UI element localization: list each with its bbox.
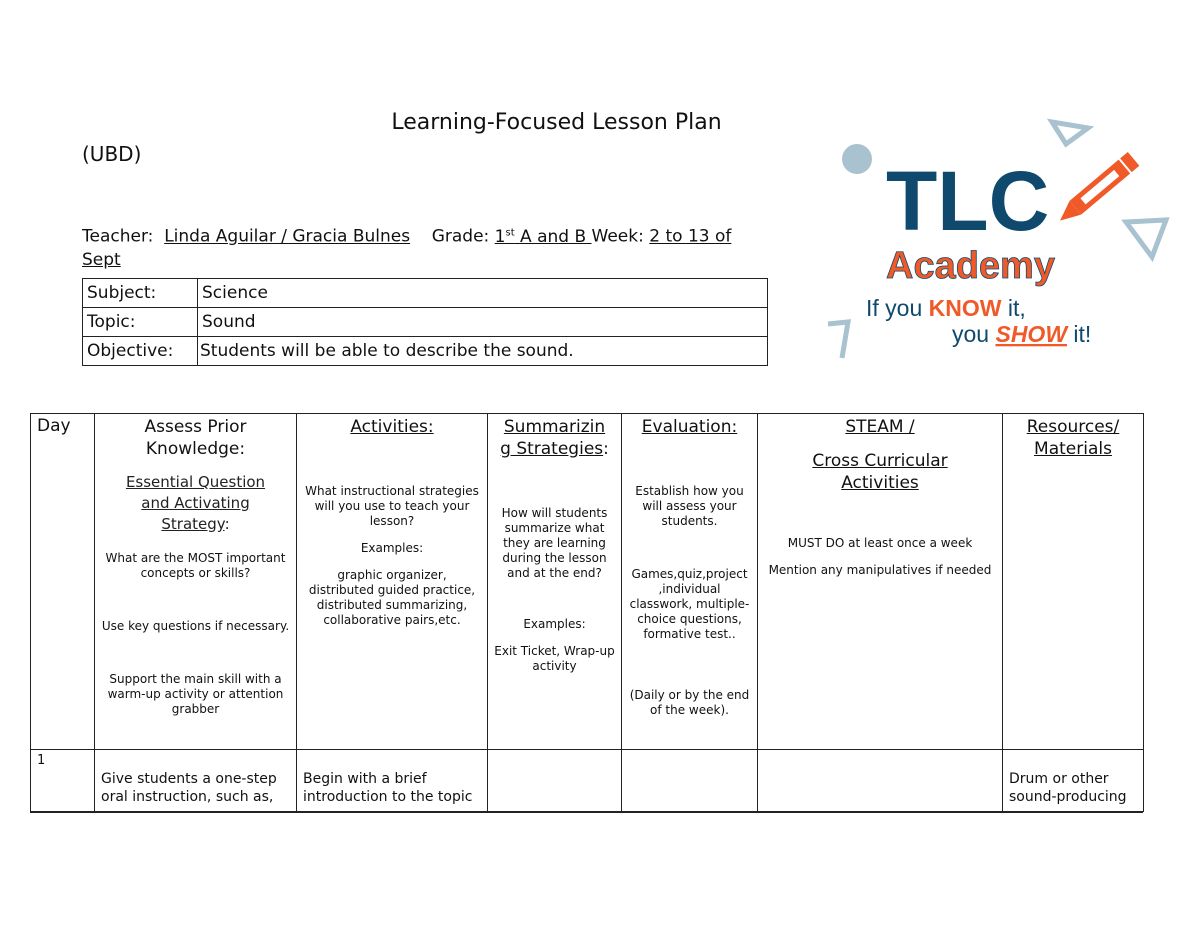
header-resources-label <box>1009 416 1137 460</box>
subject-row <box>83 279 768 308</box>
logo-tagline-line1: If you KNOW it, <box>866 295 1026 321</box>
assess-question-concepts: What are the MOST important concepts or skills? <box>105 551 286 580</box>
row-summarizing <box>488 750 622 812</box>
essential-colon: : <box>224 515 230 533</box>
row-activities <box>297 750 488 812</box>
summarizing-colon: : <box>603 439 609 459</box>
lesson-plan-table <box>30 413 1144 812</box>
grade-sections: A and B <box>514 226 592 247</box>
subject-value: Science <box>198 279 768 308</box>
steam-line3: Activities <box>841 473 919 493</box>
steam-line1: STEAM / <box>845 417 915 437</box>
teacher-label: Teacher: <box>82 226 154 247</box>
assess-question-warmup: Support the main skill with a warm-up activity or attention grabber <box>107 672 284 716</box>
header-steam-label <box>764 416 996 494</box>
summarizing-examples-label: Examples: <box>523 617 586 631</box>
resources-line2: Materials <box>1034 439 1112 459</box>
logo-tagline-line2: you SHOW it! <box>952 321 1092 347</box>
teacher-name: Linda Aguilar / Gracia Bulnes <box>164 226 411 247</box>
topic-label: Topic: <box>83 308 198 337</box>
header-assess-label <box>101 416 290 460</box>
logo-triangle-top-icon <box>1052 122 1088 144</box>
subject-label: Subject: <box>83 279 198 308</box>
header-assess-line2: Knowledge: <box>145 439 246 459</box>
steam-line2: Cross Curricular <box>812 451 948 471</box>
steam-manipulatives: Mention any manipulatives if needed <box>768 563 992 577</box>
grade-value <box>495 227 592 247</box>
row-evaluation <box>622 750 758 812</box>
logo-corner-icon <box>828 322 848 358</box>
activities-examples-label: Examples: <box>360 541 424 555</box>
grade-label: Grade: <box>431 226 490 247</box>
header-evaluation <box>622 414 758 750</box>
row-assess <box>95 750 297 812</box>
table-row <box>31 750 1144 812</box>
essential-question-heading <box>101 472 290 535</box>
header-resources <box>1003 414 1144 750</box>
header-assess-line1: Assess Prior <box>144 417 247 437</box>
assess-question-key: Use key questions if necessary. <box>101 619 290 633</box>
week-value: 2 to 13 of <box>649 226 732 247</box>
summarizing-question: How will students summarize what they are learning during the lesson and at the end? <box>501 506 608 580</box>
objective-row <box>83 337 768 366</box>
logo-dot-icon <box>842 144 872 174</box>
essential-line3: Strategy <box>161 515 225 533</box>
week-label: Week: <box>591 226 644 247</box>
header-summarizing-label <box>494 416 615 460</box>
logo-pencil-icon <box>1054 152 1139 227</box>
grade-number: 1 <box>494 226 506 247</box>
objective-label: Objective: <box>83 337 198 366</box>
logo-triangle-right-icon <box>1126 220 1166 257</box>
evaluation-title: Evaluation: <box>641 417 738 437</box>
header-steam <box>758 414 1003 750</box>
row-resources <box>1003 750 1144 812</box>
topic-row <box>83 308 768 337</box>
evaluation-examples: Games,quiz,project ,individual classwork, multiple-choice questions, formative test.. <box>629 567 750 641</box>
page-title: Learning-Focused Lesson Plan <box>391 110 722 135</box>
activities-examples: graphic organizer, distributed guided practice, distributed summarizing, collaborative pairs,etc. <box>308 568 476 627</box>
header-activities-label <box>303 416 481 438</box>
activities-title: Activities: <box>350 417 434 437</box>
row-assess-text: Give students a one-step oral instruction, such as, <box>101 771 277 805</box>
summarizing-examples: Exit Ticket, Wrap-up activity <box>494 644 615 673</box>
row-activities-text: Begin with a brief introduction to the topic <box>303 771 473 805</box>
objective-value: Students will be able to describe the sound. <box>198 337 768 366</box>
header-summarizing <box>488 414 622 750</box>
logo-academy-text: Academy <box>886 245 1055 287</box>
teacher-line <box>82 221 802 272</box>
lesson-info-table <box>82 278 768 366</box>
essential-line2: and Activating <box>141 494 250 512</box>
page-subtitle: (UBD) <box>82 142 142 166</box>
evaluation-frequency: (Daily or by the end of the week). <box>629 688 750 717</box>
tlc-academy-logo <box>826 112 1186 372</box>
header-assess <box>95 414 297 750</box>
resources-line1: Resources/ <box>1026 417 1120 437</box>
header-evaluation-label <box>628 416 751 438</box>
header-day <box>31 414 95 750</box>
header-day-label: Day <box>37 416 71 436</box>
essential-line1: Essential Question <box>125 473 266 491</box>
row-day <box>31 750 95 812</box>
page-cut-line <box>30 812 1143 813</box>
activities-question: What instructional strategies will you use to teach your lesson? <box>305 484 479 528</box>
summarizing-line1: Summarizin <box>503 417 606 437</box>
evaluation-question: Establish how you will assess your students. <box>635 484 744 528</box>
week-value-month: Sept <box>82 249 121 270</box>
summarizing-line2: g Strategies <box>500 439 604 459</box>
logo-brand-text: TLC <box>886 154 1050 248</box>
row-steam <box>758 750 1003 812</box>
plan-header-row <box>31 414 1144 750</box>
row-resources-text: Drum or other sound-producing <box>1009 771 1127 805</box>
topic-value: Sound <box>198 308 768 337</box>
grade-suffix: st <box>505 227 515 238</box>
steam-requirement: MUST DO at least once a week <box>787 536 973 550</box>
row-day-value: 1 <box>37 753 46 768</box>
header-activities <box>297 414 488 750</box>
